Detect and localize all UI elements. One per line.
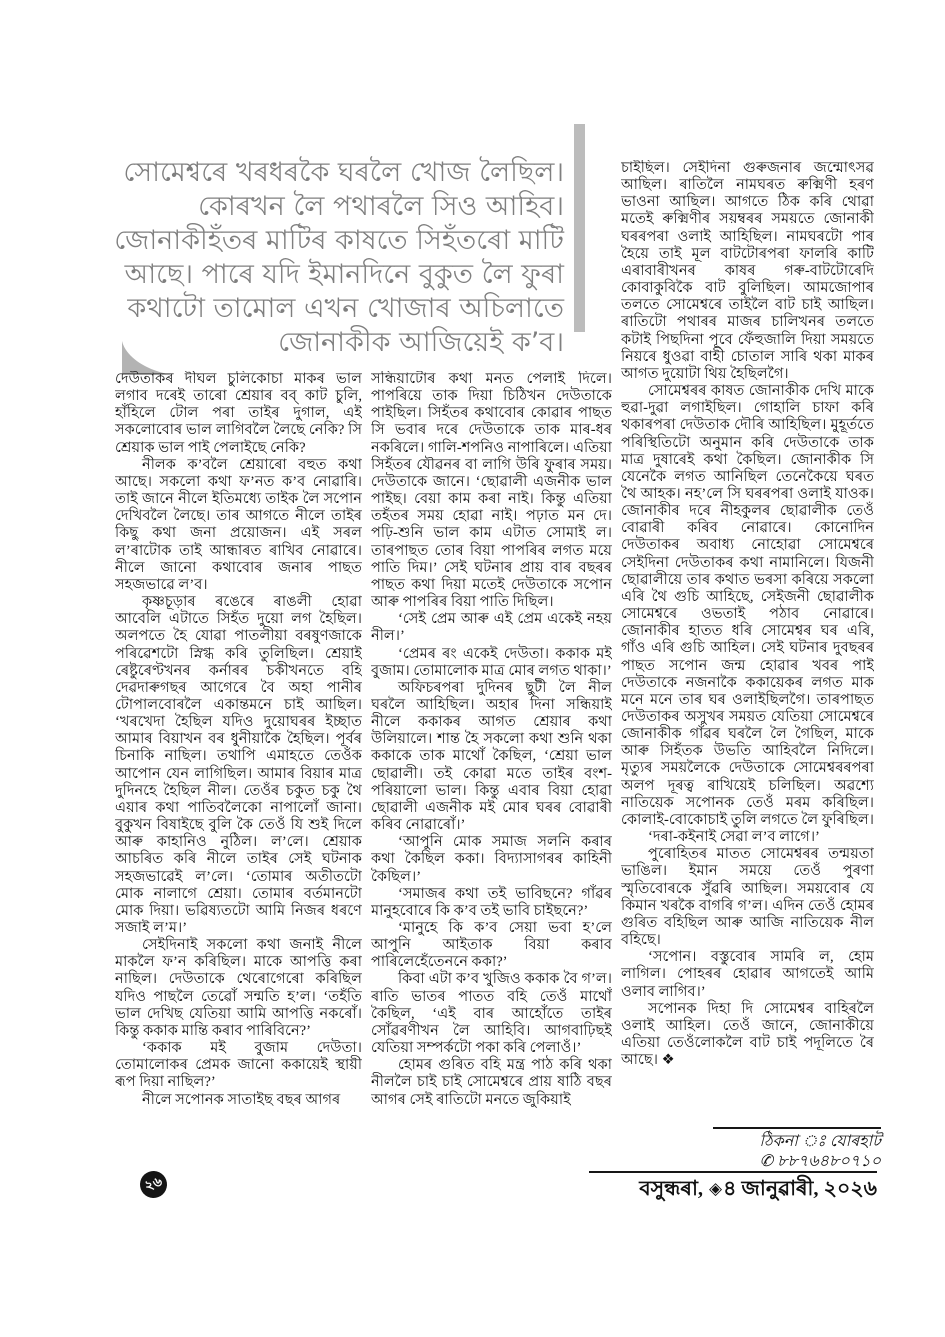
paragraph: সপোনক দিহা দি সোমেশ্বৰ বাহিৰলৈ ওলাই আহিল। তেওঁ জানে, জোনাকীয়ে এতিয়া তেওঁলোকলৈ বাট চাই পদূলিতে ৰৈ আছে। ❖ [621,1000,874,1069]
paragraph: দেউতাকৰ দীঘল চুলিকোচা মাকৰ ভাল লগাব দৰেই তাৰো শ্ৰেয়াৰ বব্ কাট চুলি, হাঁহিলে টোল পৰা তাইৰ দুগাল, এই সকলোবোৰ ভাল লাগিবলৈ লৈছে নেকি? সি শ্ৰেয়াক ভাল পাই পেলাইছে নেকি? [115,371,362,456]
page-curl-ornament-icon [122,341,174,375]
text-column-1 [115,371,362,1167]
paragraph: ‘মানুহে কি ক’ব সেয়া ভবা হ’লে আপুনি আইতাক বিয়া কৰাব পাৰিলেহেঁতেননে ককা?’ [371,920,612,971]
paragraph: সেইদিনাই সকলো কথা জনাই নীলে মাকলৈ ফ’ন কৰিছিল। মাকে আপত্তি কৰা নাছিল। দেউতাকে থেৰোগেৰো কৰিছিল যদিও পাছলৈ তেৱোঁ সন্মতি হ’ল। ‘তহঁতি ভাল দেখিছ যেতিয়া আমি আপত্তি নকৰোঁ। কিন্তু ককাক মান্তি কৰাব পাৰিবিনে?’ [115,937,362,1039]
paragraph: ‘আপুনি মোক সমাজ সলনি কৰাৰ কথা কৈছিল ককা। বিদ্যাসাগৰৰ কাহিনী কৈছিল।’ [371,834,612,885]
paragraph: অফিচৰপৰা দুদিনৰ ছুটী লৈ নীল ঘৰলৈ আহিছিল। অহাৰ দিনা সন্ধিয়াই নীলে ককাকৰ আগত শ্ৰেয়াৰ কথা উলিয়ালে। শান্ত হৈ সকলো কথা শুনি থকা ককাকে তাক মাথোঁ কৈছিল, ‘শ্ৰেয়া ভাল ছোৱালী। তই কোৱা মতে তাইৰ বংশ-পৰিয়ালো ভাল। কিন্তু এবাৰ বিয়া হোৱা ছোৱালী এজনীক মই মোৰ ঘৰৰ বোৱাৰী কৰিব নোৱাৰোঁ।’ [371,679,612,834]
paragraph: নীলে সপোনক সাতাইছ বছৰ আগৰ [142,1091,341,1108]
paragraph: চাইছিল। সেইদিনা গুৰুজনাৰ জন্মোৎসৱ আছিল। ৰাতিলৈ নামঘৰত ৰুক্মিণী হৰণ ভাওনা আছিল। আগতে ঠিক কৰি থোৱা মতেই ৰুক্মিণীৰ সয়ম্বৰৰ সময়তে জোনাকী ঘৰৰপৰা ওলাই আহিছিল। নামঘৰটো পাৰ হৈয়ে তাই মূল বাটটোৰপৰা ফালৰি কাটি এৰাবাৰীখনৰ কাষৰ গৰু-বাটটোৰেদি কোবাকুবিকৈ বাট বুলিছিল। আমজোপাৰ তলতে সোমেশ্বৰে তাইলৈ বাট চাই আছিল। ৰাতিটো পথাৰৰ মাজৰ চালিখনৰ তলতে কটাই পিছদিনা পূবে ফেঁহুজালি দিয়া সময়তে নিয়ৰে ধুওৱা বাহী চোতাল সাৰি থকা মাকৰ আগত দুয়োটা থিয় হৈছিলগৈ। [621,160,874,382]
vertical-accent-bar [574,124,585,332]
text-column-3 [621,160,874,1150]
text-column-2 [371,371,612,1167]
paragraph: ‘ককাক মই বুজাম দেউতা। তোমালোকৰ প্ৰেমক জানো ককায়েই স্থায়ী ৰূপ দিয়া নাছিল?’ [115,1040,362,1091]
author-phone-line [713,1152,881,1172]
author-address-block [713,1127,881,1172]
magazine-name: বসুন্ধৰা, [639,1178,704,1200]
paragraph: কিবা এটা ক’ব খুজিও ককাক বৈ গ’ল। ৰাতি ভাতৰ পাতত বহি তেওঁ মাথোঁ কৈছিল, ‘এই বাৰ আহোঁতে তাইৰ সোঁৱৰণীখন লৈ আহিবি। আগবাঢ়িছই যেতিয়া সম্পৰ্কটো পকা কৰি পেলাওঁ।’ [371,971,612,1057]
pull-quote: সোমেশ্বৰে খৰধৰকৈ ঘৰলৈ খোজ লৈছিল। কোৰখন লৈ পথাৰলৈ সিও আহিব। জোনাকীহঁতৰ মাটিৰ কাষতে সিহঁতৰো মাটি আছে। পাৰে যদি ইমানদিনে বুকুত লৈ ফুৰা কথাটো তামোল এখন খোজাৰ অচিলাতে জোনাকীক আজিয়েই ক’ব। [114,157,564,358]
author-address: ঠিকনা ঃ যোৰহাট [759,1133,881,1150]
paragraph: ‘দৰা-কইনাই সেৱা ল’ব লাগে।’ [648,829,820,846]
paragraph: সন্ধিয়াটোৰ কথা মনত পেলাই দিলে। পাপৰিয়ে তাক দিয়া চিঠিখন দেউতাকে পাইছিল। সিহঁতৰ কথাবোৰ কোৱাৰ পাছত সি ভবাৰ দৰে দেউতাকে তাক মাৰ-ধৰ নকৰিলে। গালি-শপনিও নাপাৰিলে। এতিয়া সিহঁতৰ যৌৱনৰ বা লাগি উৰি ফুৰাৰ সময়। দেউতাকে জানে। ‘ছোৱালী এজনীক ভাল পাইছ। বেয়া কাম কৰা নাই। কিন্তু এতিয়া তহঁতৰ সময় হোৱা নাই। পঢ়াত মন দে। পঢ়ি-শুনি ভাল কাম এটাত সোমাই ল। তাৰপাছত তোৰ বিয়া পাপৰিৰ লগত ময়ে পাতি দিম।’ সেই ঘটনাৰ প্ৰায় বাৰ বছৰৰ পাছত কথা দিয়া মতেই দেউতাকে সপোন আৰু পাপৰিৰ বিয়া পাতি দিছিল। [371,371,612,611]
paragraph: সোমেশ্বৰৰ কাষত জোনাকীক দেখি মাকে হুৱা-দুৱা লগাইছিল। গোহালি চাফা কৰি থকাৰপৰা দেউতাক দৌৰি আহিছিল। মুহূৰ্ততে পৰিস্থিতিটো অনুমান কৰি দেউতাকে তাক মাত্ৰ দুষাৰেই কথা কৈছিল। জোনাকীক সি যেনেকৈ লগত আনিছিল তেনেকৈয়ে ঘৰত থৈ আহক। নহ’লে সি ঘৰৰপৰা ওলাই যাওক। জোনাকীৰ দৰে নীহকুলৰ ছোৱালীক তেওঁ বোৱাৰী কৰিব নোৱাৰে। কোনোদিন দেউতাকৰ অবাধ্য নোহোৱা সোমেশ্বৰে সেইদিনা দেউতাকৰ কথা নামানিলে। যিজনী ছোৱালীয়ে তাৰ কথাত ভৰসা কৰিয়ে সকলো এৰি থৈ গুচি আহিছে, সেইজনী ছোৱালীক সোমেশ্বৰে ওভতাই পঠাব নোৱাৰে। জোনাকীৰ হাতত ধৰি সোমেশ্বৰ ঘৰ এৰি, গাঁও এৰি গুচি আহিল। সেই ঘটনাৰ দুবছৰৰ পাছত সপোন জন্ম হোৱাৰ খবৰ পাই দেউতাকে নজনাকৈ ককায়েকৰ লগত মাক মনে মনে তাৰ ঘৰ ওলাইছিলগৈ। তাৰপাছত দেউতাকৰ অসুখৰ সময়ত যেতিয়া সোমেশ্বৰে জোনাকীক গাঁৱৰ ঘৰলৈ লৈ গৈছিল, মাকে আৰু সিহঁতক উভতি আহিবলৈ নিদিলে। মৃত্যুৰ সময়লৈকে দেউতাকে সোমেশ্বৰৰপৰা অলপ দূৰত্ব ৰাখিয়েই চলিছিল। অৱশ্যে নাতিয়েক সপোনক তেওঁ মৰম কৰিছিল। কোলাই-বোকোচাই তুলি লগতে লৈ ফুৰিছিল। [621,383,874,828]
paragraph: ‘সমাজৰ কথা তই ভাবিছনে? গাঁৱৰ মানুহবোৰে কি ক’ব তই ভাবি চাইছনে?’ [371,885,612,919]
paragraph: ‘সেই প্ৰেম আৰু এই প্ৰেম একেই নহয় নীল।’ [371,611,612,645]
paragraph: কৃষ্ণচূড়াৰ ৰঙেৰে ৰাঙলী হোৱা আবেলি এটাতে সিহঁত দুয়ো লগ হৈছিল। অলপতে হৈ যোৱা পাতলীয়া বৰষুণজাকে পৰিৱেশটো স্নিগ্ধ কৰি তুলিছিল। শ্ৰেয়াই ৰেষ্টুৰেণ্টখনৰ কৰ্নাৰৰ চকীখনতে বহি দেৱদাৰুগছৰ আগেৰে বৈ অহা পানীৰ টোপালবোৰলৈ একান্তমনে চাই আছিল। ‘খৰখেদা হৈছিল যদিও দুয়োঘৰৰ ইচ্ছাত আমাৰ বিয়াখন বৰ ধুনীয়াকৈ হৈছিল। পূৰ্বৰ চিনাকি নাছিল। তথাপি এমাহতে তেওঁক আপোন যেন লাগিছিল। আমাৰ বিয়াৰ মাত্ৰ দুদিনহে হৈছিল নীল। তেওঁৰ চকুত চকু থৈ এয়াৰ কথা পাতিবলৈকো নাপালোঁ জানা। বুকুখন বিষাইছে বুলি কৈ তেওঁ যি শুই দিলে আৰু কাহানিও নুঠিল। ল’লে। শ্ৰেয়াক আচৰিত কৰি নীলে তাইৰ সেই ঘটনাক সহজভাৱেই ল’লে। ‘তোমাৰ অতীতটো মোক নালাগে শ্ৰেয়া। তোমাৰ বৰ্তমানটো মোক দিয়া। ভৱিষ্যতটো আমি নিজৰ ধৰণে সজাই ল’ম।’ [115,594,362,936]
paragraph: পুৰোহিতৰ মাতত সোমেশ্বৰৰ তন্ময়তা ভাঙিল। ইমান সময়ে তেওঁ পুৰণা স্মৃতিবোৰকে সুঁৱৰি আছিল। সময়বোৰ যে কিমান খৰকৈ বাগৰি গ’ল। এদিন তেওঁ হোমৰ গুৰিত বহিছিল আৰু আজি নাতিয়েক নীল বহিছে। [621,846,874,949]
footer [589,1171,877,1202]
paragraph: হোমৰ গুৰিত বহি মন্ত্ৰ পাঠ কৰি থকা নীললৈ চাই চাই সোমেশ্বৰে প্ৰায় ষাঠি বছৰ আগৰ সেই ৰাতিটো মনতে জুকিয়াই [371,1057,612,1108]
paragraph: নীলক ক’বলৈ শ্ৰেয়াৰো বহুত কথা আছে। সকলো কথা ফ’নত ক’ব নোৱাৰি। তাই জানে নীলে ইতিমধ্যে তাইক লৈ সপোন দেখিবলৈ লৈছে। তাৰ আগতে নীলে তাইৰ কিছু কথা জনা প্ৰয়োজন। এই সৰল ল’ৰাটোক তাই আন্ধাৰত ৰাখিব নোৱাৰে। নীলে জানো কথাবোৰ জনাৰ পাছত সহজভাৱে ল’ব। [115,456,362,593]
phone-icon: ✆ [759,1153,774,1170]
ornament-icon: ◈ [709,1179,723,1198]
page-number-badge: ২৬ [136,1167,171,1202]
paragraph: ‘সপোন। বস্তুবোৰ সামৰি ল, হোম লাগিল। পোহৰৰ হোৱাৰ আগতেই আমি ওলাব লাগিব।’ [621,949,874,1000]
author-phone: ৮৮৭৬৪৮০৭১০ [777,1153,881,1170]
paragraph: ‘প্ৰেমৰ ৰং একেই দেউতা। ককাক মই বুজাম। তোমালোক মাত্ৰ মোৰ লগত থাকা।’ [371,645,612,679]
issue-date: ৪ জানুৱাৰী, ২০২৬ [723,1178,877,1200]
